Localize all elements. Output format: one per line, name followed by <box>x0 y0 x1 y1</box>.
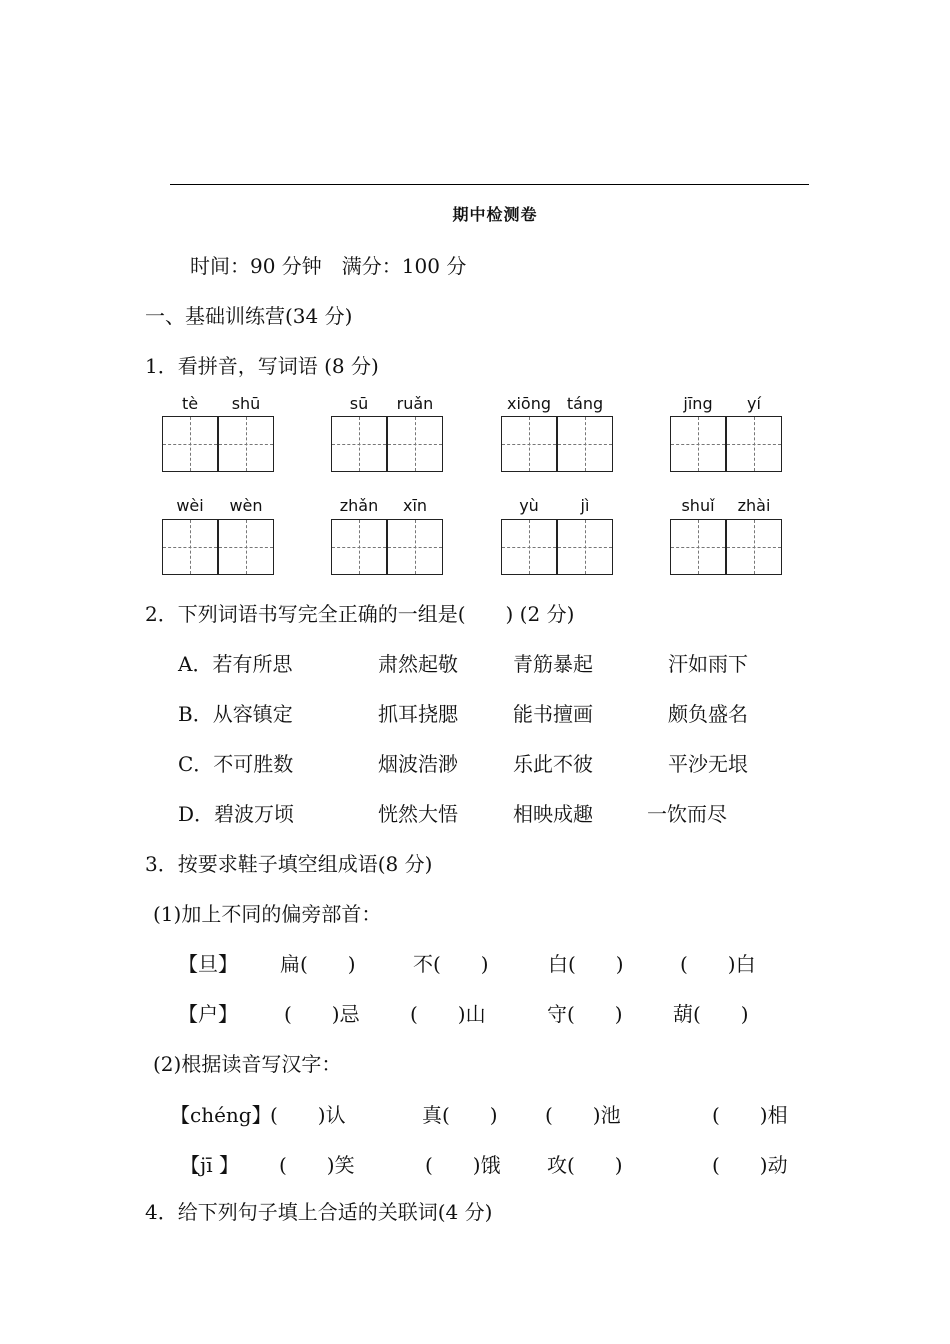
fill-blank[interactable]: ( )忌 <box>284 1002 360 1026</box>
fill-blank[interactable]: ( )池 <box>545 1103 621 1127</box>
option-word: 相映成趣 <box>513 802 593 826</box>
radical-key: 【旦】 <box>178 952 238 976</box>
time-info: 时间：90 分钟 满分：100 分 <box>190 254 467 278</box>
q4-heading: 4．给下列句子填上合适的关联词(4 分) <box>145 1200 493 1224</box>
writing-box[interactable] <box>557 519 613 575</box>
option-d-label: D．碧波万顷 <box>178 802 295 826</box>
option-a-label: A．若有所思 <box>178 652 293 676</box>
writing-box[interactable] <box>557 416 613 472</box>
q3-heading: 3．按要求鞋子填空组成语(8 分) <box>145 852 433 876</box>
pinyin: xīn <box>402 496 428 515</box>
pinyin: ruǎn <box>396 394 434 413</box>
writing-box[interactable] <box>670 519 726 575</box>
writing-box[interactable] <box>501 519 557 575</box>
option-word: 平沙无垠 <box>668 752 748 776</box>
option-word: 抓耳挠腮 <box>378 702 458 726</box>
writing-box[interactable] <box>387 416 443 472</box>
fill-blank[interactable]: 不( ) <box>413 952 489 976</box>
fill-blank[interactable]: ( )饿 <box>425 1153 501 1177</box>
fill-blank[interactable]: ( )笑 <box>279 1153 355 1177</box>
writing-box[interactable] <box>218 416 274 472</box>
q1-heading: 1．看拼音，写词语 (8 分) <box>145 354 379 378</box>
option-word: 汗如雨下 <box>668 652 748 676</box>
fill-blank[interactable]: ( )相 <box>712 1103 788 1127</box>
option-word: 青筋暴起 <box>513 652 593 676</box>
fill-blank[interactable]: ( )动 <box>712 1153 788 1177</box>
pinyin: wèi <box>176 496 204 515</box>
writing-box[interactable] <box>162 519 218 575</box>
q3-sub1: (1)加上不同的偏旁部首： <box>153 902 382 926</box>
option-word: 恍然大悟 <box>378 802 458 826</box>
pinyin: yù <box>519 496 539 515</box>
fill-blank[interactable]: 守( ) <box>547 1002 623 1026</box>
fill-blank[interactable]: ( )认 <box>270 1103 346 1127</box>
writing-box[interactable] <box>387 519 443 575</box>
pinyin: jīng <box>683 394 713 413</box>
writing-box[interactable] <box>331 416 387 472</box>
option-word: 乐此不彼 <box>513 752 593 776</box>
pinyin: tè <box>181 394 199 413</box>
option-word: 烟波浩渺 <box>378 752 458 776</box>
pinyin: sū <box>349 394 369 413</box>
fill-blank[interactable]: 白( ) <box>548 952 624 976</box>
option-c-label: C．不可胜数 <box>178 752 294 776</box>
fill-blank[interactable]: 葫( ) <box>673 1002 749 1026</box>
fill-blank[interactable]: ( )白 <box>680 952 756 976</box>
option-word: 颇负盛名 <box>668 702 748 726</box>
writing-box[interactable] <box>726 519 782 575</box>
writing-box[interactable] <box>218 519 274 575</box>
writing-box[interactable] <box>501 416 557 472</box>
writing-box[interactable] <box>726 416 782 472</box>
pinyin: shuǐ <box>681 496 715 515</box>
writing-box[interactable] <box>670 416 726 472</box>
pinyin: xiōng <box>507 394 551 413</box>
pinyin: táng <box>566 394 604 413</box>
option-word: 一饮而尽 <box>647 802 727 826</box>
pinyin: yí <box>747 394 761 413</box>
fill-blank[interactable]: 真( ) <box>422 1103 498 1127</box>
radical-key: 【户】 <box>178 1002 238 1026</box>
pinyin: wèn <box>229 496 263 515</box>
fill-blank[interactable]: ( )山 <box>410 1002 486 1026</box>
q2-heading: 2．下列词语书写完全正确的一组是( ) (2 分) <box>145 602 575 626</box>
writing-box[interactable] <box>331 519 387 575</box>
q3-sub2: (2)根据读音写汉字： <box>153 1052 342 1076</box>
writing-box[interactable] <box>162 416 218 472</box>
section1-heading: 一、基础训练营(34 分) <box>145 304 353 328</box>
option-word: 肃然起敬 <box>378 652 458 676</box>
option-word: 能书擅画 <box>513 702 593 726</box>
fill-blank[interactable]: 扁( ) <box>280 952 356 976</box>
pinyin: zhǎn <box>339 496 379 515</box>
page-title: 期中检测卷 <box>452 205 538 224</box>
pinyin-key: 【jī 】 <box>180 1153 239 1177</box>
pinyin: shū <box>231 394 261 413</box>
option-b-label: B．从容镇定 <box>178 702 293 726</box>
pinyin: zhài <box>737 496 771 515</box>
header-rule <box>170 184 809 185</box>
pinyin-key: 【chéng】 <box>170 1103 272 1127</box>
pinyin: jì <box>580 496 590 515</box>
fill-blank[interactable]: 攻( ) <box>547 1153 623 1177</box>
